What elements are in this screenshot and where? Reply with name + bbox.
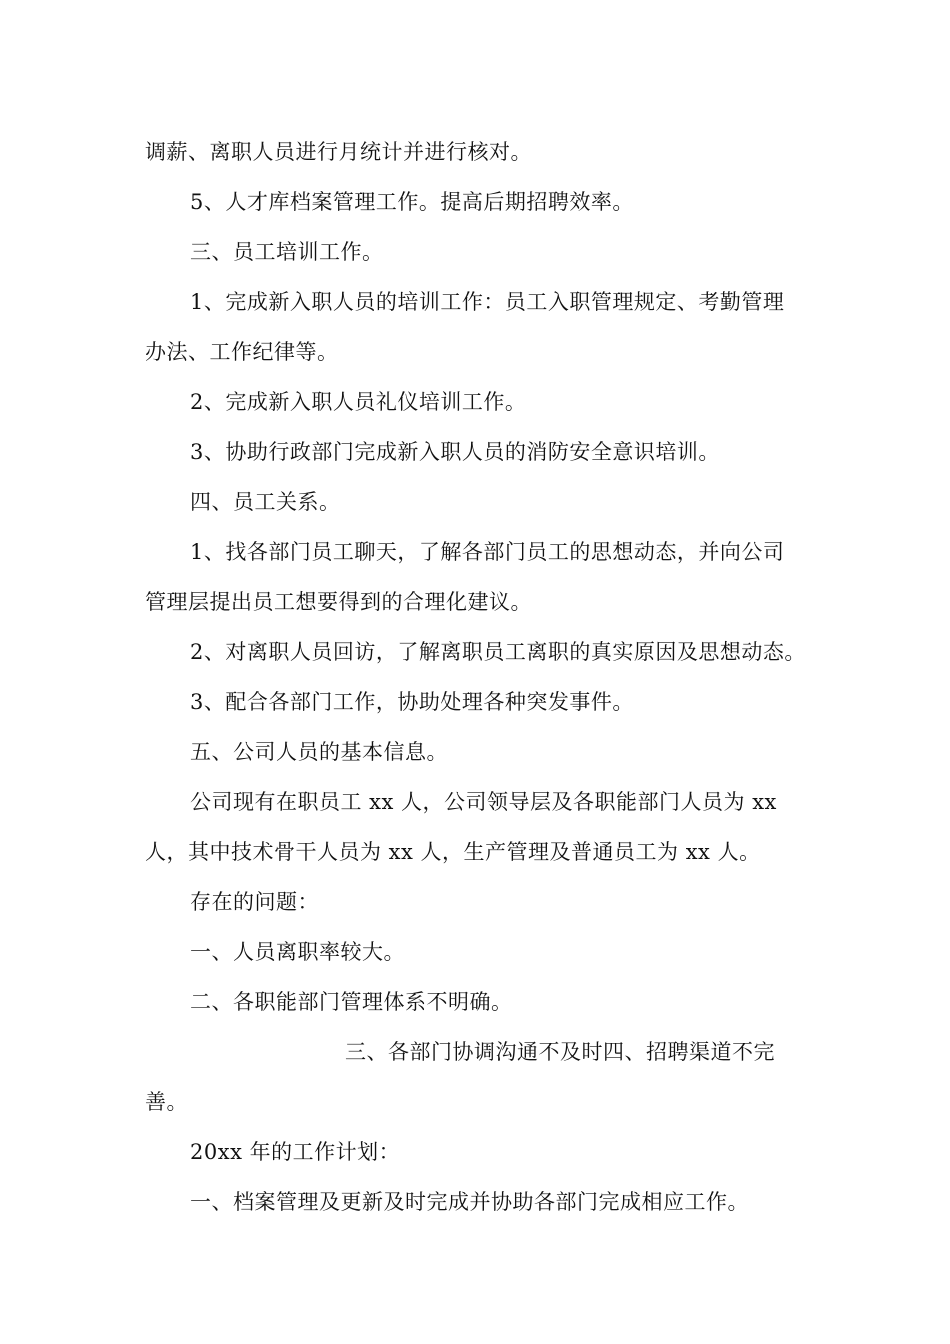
paragraph-line: 2、对离职人员回访，了解离职员工离职的真实原因及思想动态。 <box>190 640 806 664</box>
paragraph-line: 公司现有在职员工 xx 人，公司领导层及各职能部门人员为 xx <box>190 790 777 814</box>
section-heading: 五、公司人员的基本信息。 <box>190 740 448 764</box>
paragraph-line: 三、各部门协调沟通不及时四、招聘渠道不完 <box>345 1040 775 1064</box>
paragraph-line: 一、人员离职率较大。 <box>190 940 405 964</box>
paragraph-line: 3、配合各部门工作，协助处理各种突发事件。 <box>190 690 634 714</box>
paragraph-line: 办法、工作纪律等。 <box>145 340 339 364</box>
section-heading: 存在的问题： <box>190 890 319 914</box>
section-heading: 三、员工培训工作。 <box>190 240 384 264</box>
paragraph-line: 1、完成新入职人员的培训工作：员工入职管理规定、考勤管理 <box>190 290 785 314</box>
paragraph-line: 善。 <box>145 1090 188 1114</box>
paragraph-line: 二、各职能部门管理体系不明确。 <box>190 990 513 1014</box>
paragraph-line: 一、档案管理及更新及时完成并协助各部门完成相应工作。 <box>190 1190 749 1214</box>
paragraph-line: 3、协助行政部门完成新入职人员的消防安全意识培训。 <box>190 440 720 464</box>
paragraph-line: 1、找各部门员工聊天，了解各部门员工的思想动态，并向公司 <box>190 540 785 564</box>
section-heading: 四、员工关系。 <box>190 490 341 514</box>
paragraph-line: 人，其中技术骨干人员为 xx 人，生产管理及普通员工为 xx 人。 <box>145 840 761 864</box>
section-heading: 20xx 年的工作计划： <box>190 1140 401 1164</box>
paragraph-line: 调薪、离职人员进行月统计并进行核对。 <box>145 140 532 164</box>
paragraph-line: 2、完成新入职人员礼仪培训工作。 <box>190 390 527 414</box>
paragraph-line: 5、人才库档案管理工作。提高后期招聘效率。 <box>190 190 634 214</box>
paragraph-line: 管理层提出员工想要得到的合理化建议。 <box>145 590 532 614</box>
